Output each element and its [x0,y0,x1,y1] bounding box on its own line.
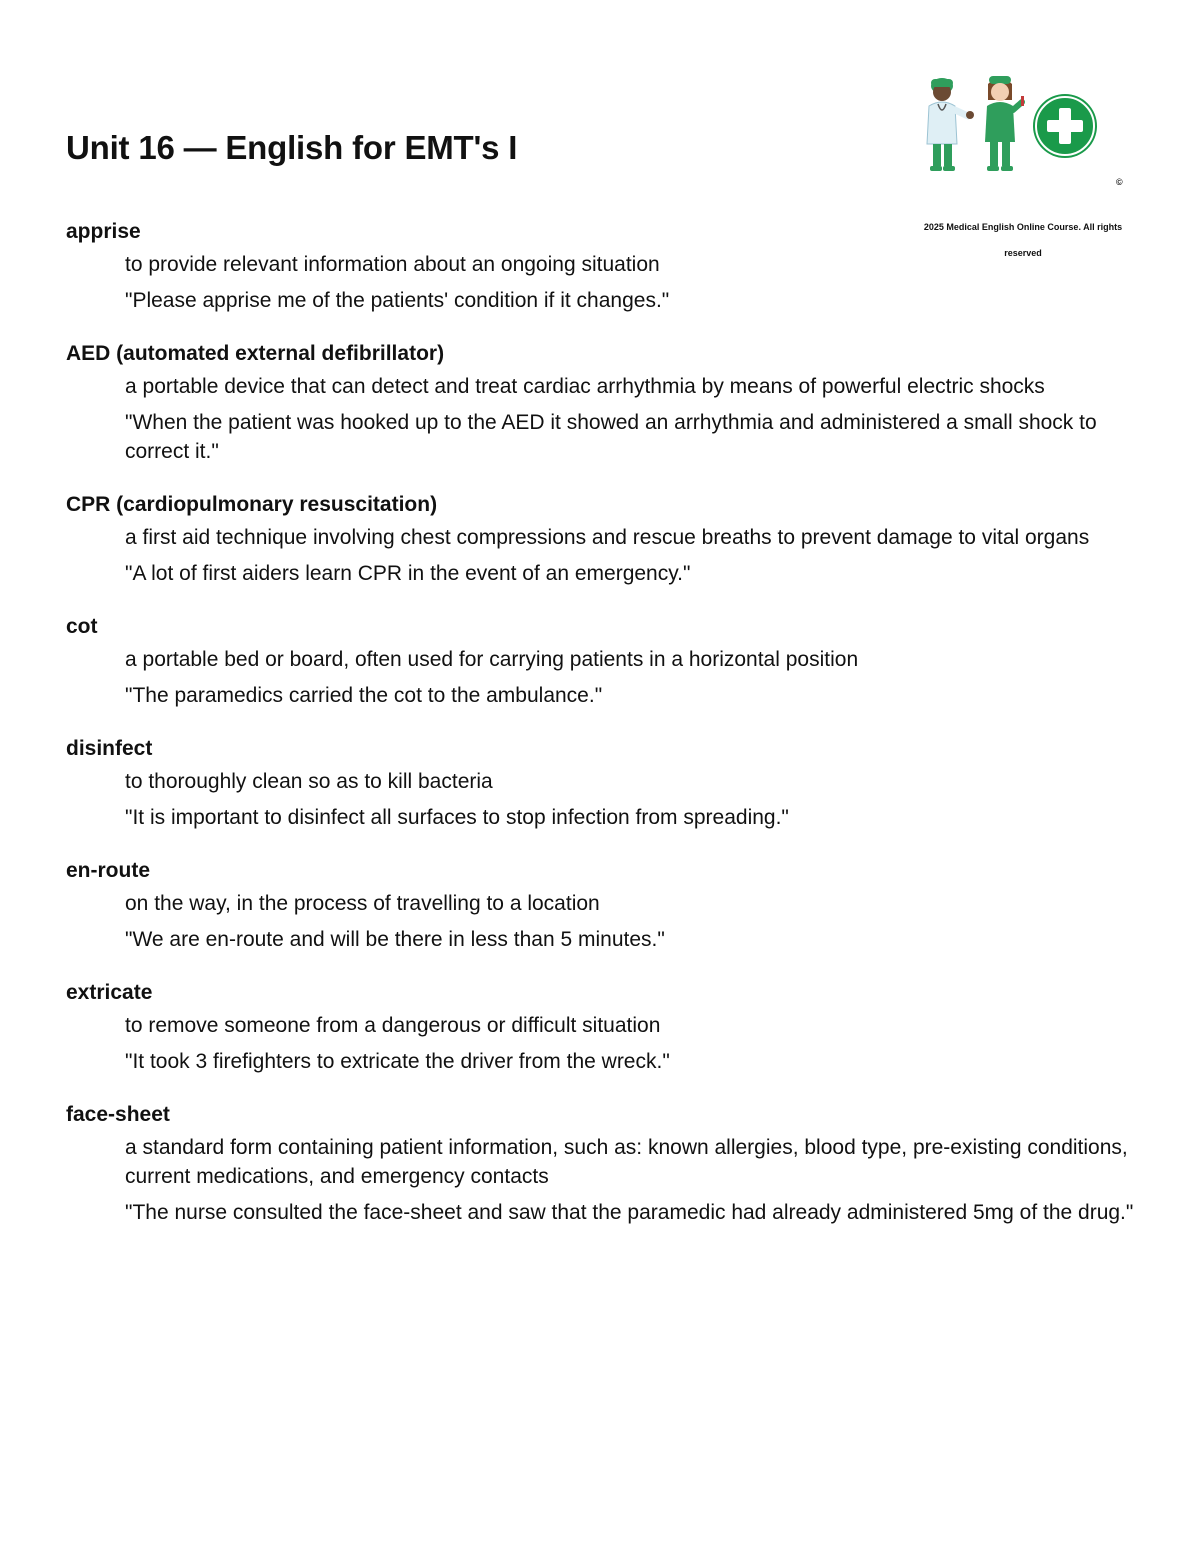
glossary-entry [66,733,1146,832]
glossary-entry [66,855,1146,954]
glossary-entry [66,1099,1146,1227]
page-title: Unit 16 — English for EMT's I [66,129,518,166]
glossary-entry [66,977,1146,1076]
doctor-figure-icon [927,78,974,171]
glossary-term: disinfect [66,737,153,760]
glossary-term: face-sheet [66,1103,170,1126]
glossary-definition: a first aid technique involving chest compressions and rescue breaths to prevent damage to vital organs [125,526,1090,549]
glossary-example: "A lot of first aiders learn CPR in the event of an emergency." [125,562,691,585]
glossary-list [66,216,1146,1250]
glossary-definition: a portable bed or board, often used for carrying patients in a horizontal position [125,648,859,671]
glossary-definition: on the way, in the process of travelling to a location [125,892,600,915]
glossary-example: "When the patient was hooked up to the AED it showed an arrhythmia and administered a small shock to correct it." [125,411,1097,463]
glossary-definition: to provide relevant information about an ongoing situation [125,253,660,276]
glossary-example: "We are en-route and will be there in less than 5 minutes." [125,928,665,951]
glossary-example: "It is important to disinfect all surfaces to stop infection from spreading." [125,806,789,829]
glossary-example: "It took 3 firefighters to extricate the driver from the wreck." [125,1050,670,1073]
glossary-definition: a portable device that can detect and treat cardiac arrhythmia by means of powerful electric shocks [125,375,1045,398]
glossary-term: en-route [66,859,150,882]
glossary-entry [66,611,1146,710]
glossary-entry [66,489,1146,588]
copyright-notice: 2025 Medical English Online Course. All rights reserved [923,222,1123,258]
glossary-definition: to remove someone from a dangerous or difficult situation [125,1014,661,1037]
glossary-example: "The nurse consulted the face-sheet and saw that the paramedic had already administered 5mg of the drug." [125,1201,1134,1224]
doctors-and-green-cross-logo [918,70,1108,182]
glossary-example: "The paramedics carried the cot to the ambulance." [125,684,603,707]
nurse-figure-icon [985,76,1024,171]
glossary-definition: to thoroughly clean so as to kill bacteria [125,770,493,793]
glossary-term: AED (automated external defibrillator) [66,342,445,365]
glossary-entry [66,216,1146,315]
copyright-symbol: © [1116,177,1123,187]
glossary-term: extricate [66,981,153,1004]
green-cross-icon [1033,94,1097,158]
glossary-example: "Please apprise me of the patients' condition if it changes." [125,289,670,312]
glossary-definition: a standard form containing patient information, such as: known allergies, blood type, pre-existing conditions, current medications, and emergency contacts [125,1136,1128,1188]
glossary-entry [66,338,1146,466]
glossary-term: CPR (cardiopulmonary resuscitation) [66,493,438,516]
glossary-term: apprise [66,220,141,243]
glossary-term: cot [66,615,98,638]
logo-illustration [918,70,1108,182]
